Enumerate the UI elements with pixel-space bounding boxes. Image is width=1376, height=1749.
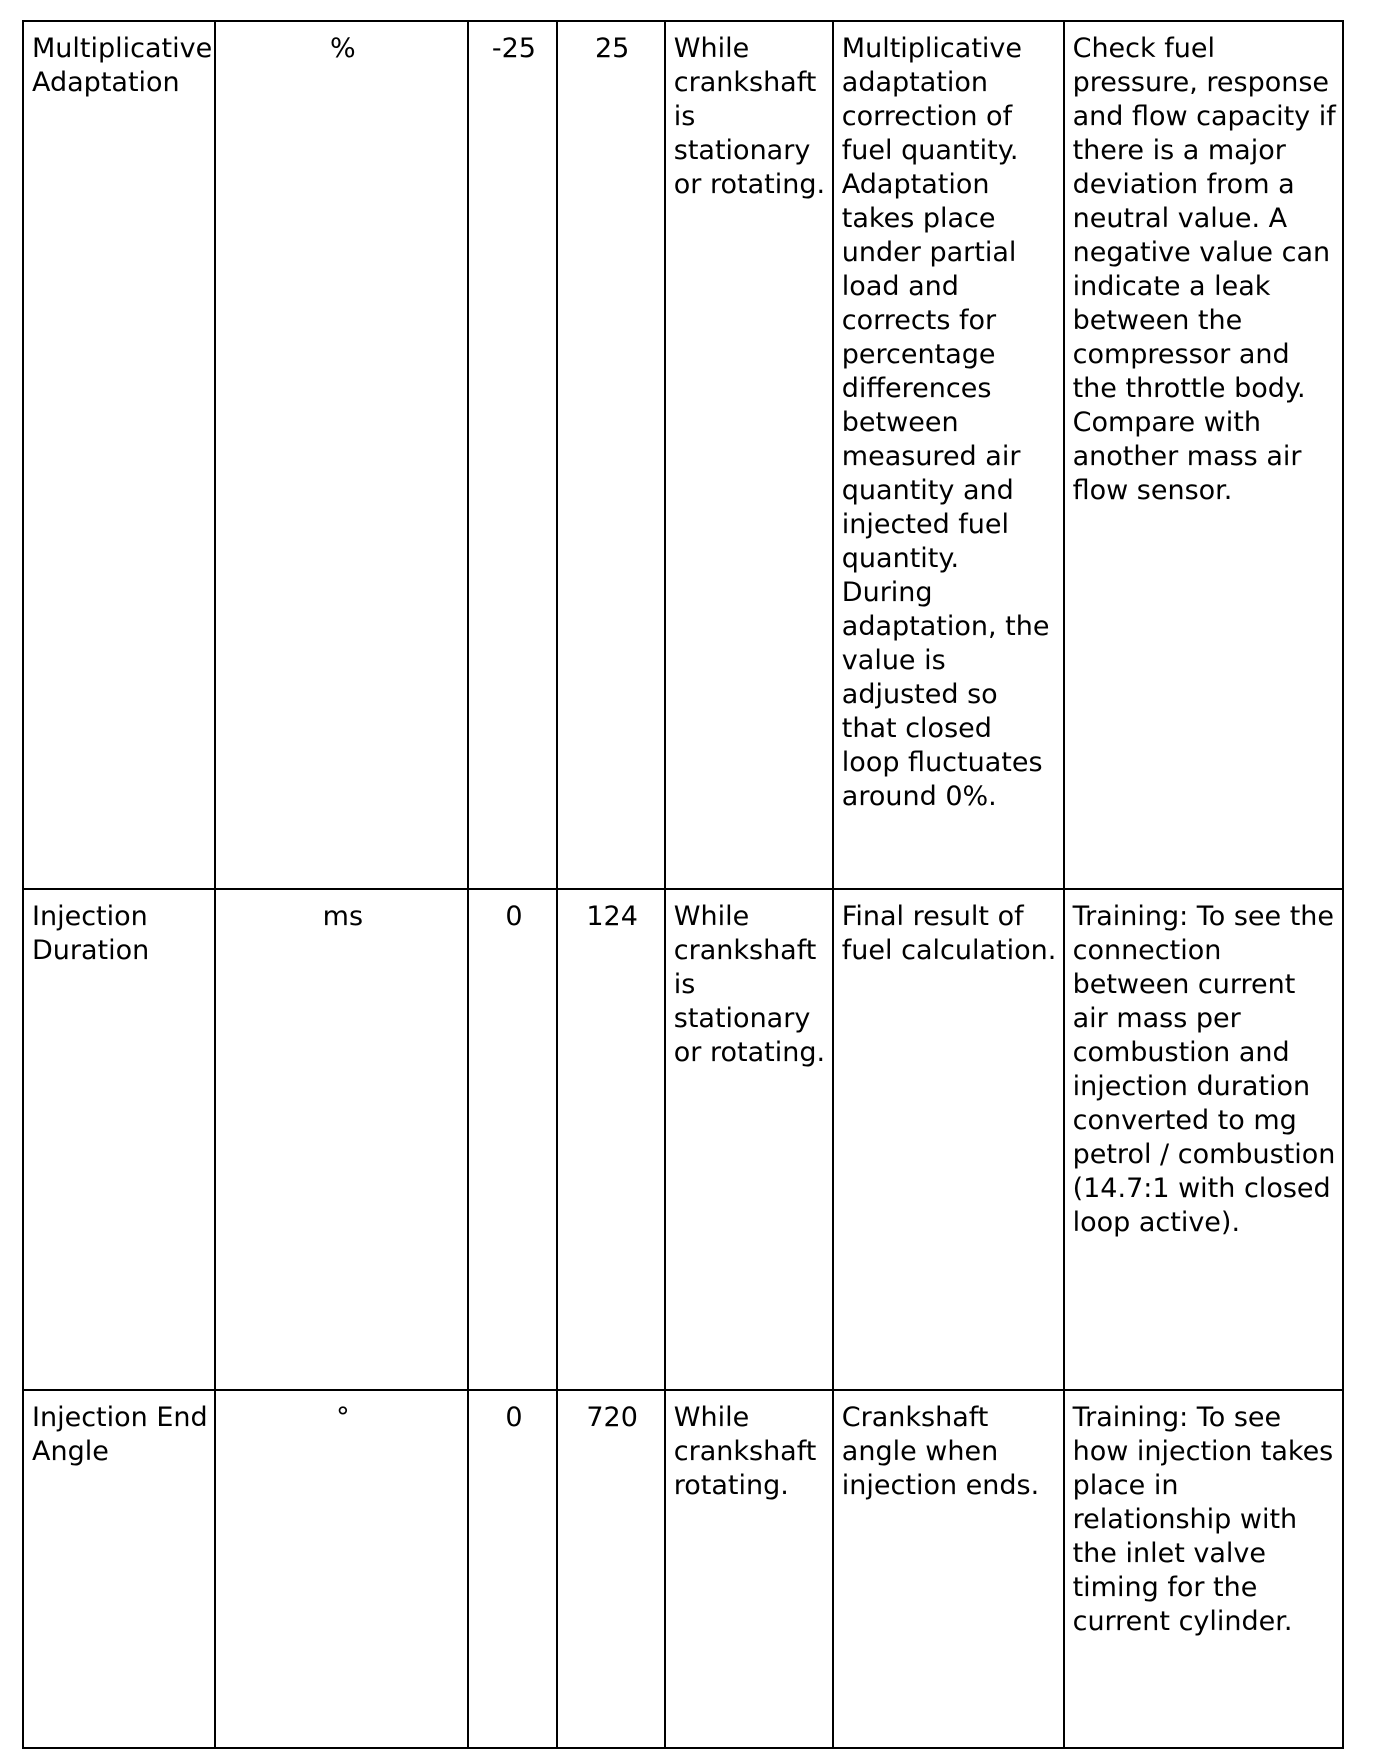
condition-cell: While crankshaft is stationary or rotating. (665, 889, 833, 1390)
max-value-cell: 25 (557, 21, 664, 889)
min-value-cell: -25 (468, 21, 557, 889)
max-value-cell: 720 (557, 1390, 664, 1748)
unit-cell: ° (215, 1390, 468, 1748)
unit-cell: % (215, 21, 468, 889)
condition-cell: While crankshaft rotating. (665, 1390, 833, 1748)
note-cell: Training: To see the connection between current air mass per combustion and injection duration converted to mg petrol / combustion (14.7:1 with closed loop active). (1064, 889, 1343, 1390)
min-value-cell: 0 (468, 1390, 557, 1748)
parameter-name-cell: Injection Duration (23, 889, 215, 1390)
description-cell: Final result of fuel calculation. (833, 889, 1064, 1390)
note-cell: Training: To see how injection takes place in relationship with the inlet valve timing for the current cylinder. (1064, 1390, 1343, 1748)
min-value-cell: 0 (468, 889, 557, 1390)
max-value-cell: 124 (557, 889, 664, 1390)
table-row (23, 21, 1343, 889)
parameter-table (22, 20, 1344, 1749)
table-row (23, 889, 1343, 1390)
description-cell: Multiplicative adaptation correction of fuel quantity. Adaptation takes place under partial load and corrects for percentage differences between measured air quantity and injected fuel quantity. During adaptation, the value is adjusted so that closed loop fluctuates around 0%. (833, 21, 1064, 889)
parameter-name-cell: Injection End Angle (23, 1390, 215, 1748)
description-cell: Crankshaft angle when injection ends. (833, 1390, 1064, 1748)
parameter-name-cell: Multiplicative Adaptation (23, 21, 215, 889)
condition-cell: While crankshaft is stationary or rotating. (665, 21, 833, 889)
table-row (23, 1390, 1343, 1748)
unit-cell: ms (215, 889, 468, 1390)
note-cell: Check fuel pressure, response and flow capacity if there is a major deviation from a neutral value. A negative value can indicate a leak between the compressor and the throttle body. Compare with another mass air flow sensor. (1064, 21, 1343, 889)
